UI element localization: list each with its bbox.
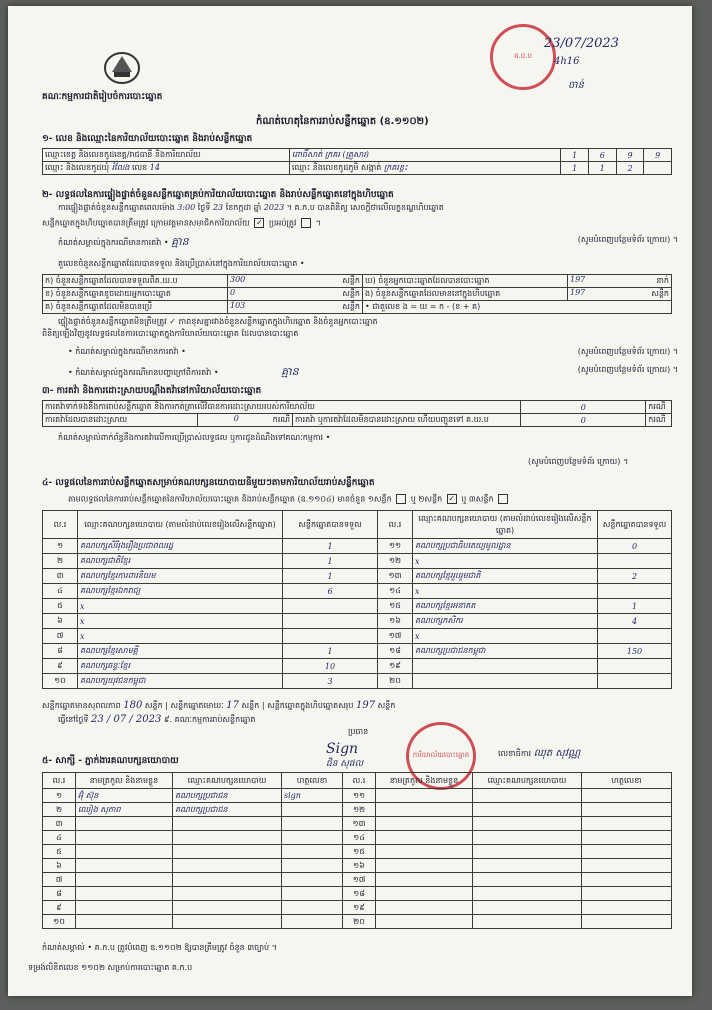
observer-no: ១៧ bbox=[343, 873, 376, 887]
observer-party: គណបក្សប្រជាជន bbox=[173, 789, 282, 803]
party-no: ១៥ bbox=[378, 599, 413, 614]
observer-party bbox=[173, 859, 282, 873]
party-name: គណបក្សខ្មែរសាមគ្គី bbox=[78, 644, 283, 659]
section-2-bullet1: • កំណត់សម្គាល់ក្នុងករណីមានការតវ៉ា • (សូមបំពេញបន្ថែមទំព័រ ក្រោយ) ។ bbox=[68, 347, 678, 356]
party-votes: 1 bbox=[283, 569, 378, 584]
s1-row2-value: ឈ្មោះ និងលេខកូដភូមិ សង្កាត់ ក្រគរខ្លះ bbox=[289, 162, 560, 175]
election-stamp-bottom: ការិយាល័យបោះឆ្នោត bbox=[406, 722, 476, 790]
handwritten-date: 23/07/2023 bbox=[544, 36, 619, 51]
party-name: គណបក្សសិរីរុងរឿងប្រជាពលរដ្ឋ bbox=[78, 539, 283, 554]
obs-col-name-r: នាមត្រកូល និងនាមខ្លួន bbox=[376, 773, 473, 789]
observer-party bbox=[473, 915, 582, 929]
party-no: ១៤ bbox=[378, 584, 413, 599]
checkbox-opt2[interactable]: ✓ bbox=[448, 494, 456, 503]
party-name: គណបក្សខ្មែរការពារនិយម bbox=[78, 569, 283, 584]
party-name: គណបក្សកសិករ bbox=[413, 614, 598, 629]
observer-no: ១៤ bbox=[343, 831, 376, 845]
party-votes: 150 bbox=[598, 644, 672, 659]
s1-code2-2: 1 bbox=[589, 162, 617, 175]
observer-party bbox=[473, 845, 582, 859]
observer-name bbox=[76, 887, 173, 901]
observer-party bbox=[473, 887, 582, 901]
s2-e-label: ឃ) ចំនួនអ្នកបោះឆ្នោតដែលបានបោះឆ្នោត bbox=[363, 275, 568, 288]
observer-row bbox=[43, 859, 672, 873]
observer-no: ៥ bbox=[43, 845, 76, 859]
observer-no: ១២ bbox=[343, 803, 376, 817]
observer-name bbox=[376, 845, 473, 859]
observer-no: ៨ bbox=[43, 887, 76, 901]
party-no: ៣ bbox=[43, 569, 78, 584]
observer-name bbox=[76, 915, 173, 929]
observer-no: ១១ bbox=[343, 789, 376, 803]
s1-code2-1: 1 bbox=[561, 162, 589, 175]
party-votes: 0 bbox=[598, 539, 672, 554]
observer-party bbox=[173, 845, 282, 859]
section-3-table bbox=[42, 400, 672, 427]
party-name: គណបក្សជាតិខ្មែរ bbox=[78, 554, 283, 569]
observer-row bbox=[43, 901, 672, 915]
party-name: គណបក្សខ្មែរឯករាជ្យ bbox=[78, 584, 283, 599]
form-page bbox=[8, 6, 692, 996]
observer-name bbox=[376, 803, 473, 817]
observer-no: ៦ bbox=[43, 859, 76, 873]
observer-row bbox=[43, 845, 672, 859]
observer-party bbox=[173, 873, 282, 887]
col-no-left: ល.រ bbox=[43, 511, 78, 539]
s2-f-value: 197 សន្លឹក bbox=[568, 288, 672, 301]
observer-party bbox=[473, 859, 582, 873]
s2-c-label: គ) ចំនួនសន្លឹកឆ្នោតដែលមិនបានប្រើ bbox=[43, 301, 228, 314]
observer-party bbox=[173, 915, 282, 929]
observer-no: ១៨ bbox=[343, 887, 376, 901]
observer-no: ១៩ bbox=[343, 901, 376, 915]
observer-party bbox=[173, 901, 282, 915]
s3-row2-value: 0 ករណី bbox=[198, 414, 293, 427]
s2-b-value: 0 សន្លឹក bbox=[228, 288, 363, 301]
observer-party bbox=[173, 817, 282, 831]
s1-code-3: 9 bbox=[616, 149, 644, 162]
election-stamp-top: គ.ជ.ប bbox=[490, 24, 556, 90]
observer-no: ៤ bbox=[43, 831, 76, 845]
s2-e-value: 197 នាក់ bbox=[568, 275, 672, 288]
totals-line: សន្លឹកឆ្នោតមានសុពលភាព 180 សន្លឹក | សន្លឹកឆ្នោតមោឃៈ 17 សន្លឹក | សន្លឹកឆ្នោតក្នុងហិបឆ្នោតសរុប 197 សន្លឹក bbox=[42, 700, 396, 711]
date-line: ធ្វើនៅថ្ងៃទី 23 / 07 / 2023 ៩. គណៈកម្មការរាប់សន្លឹកឆ្នោត bbox=[58, 714, 256, 725]
observer-party: គណបក្សប្រជាជន bbox=[173, 803, 282, 817]
handwritten-time: 4h16 bbox=[554, 56, 580, 67]
observer-party bbox=[473, 803, 582, 817]
observer-row bbox=[43, 789, 672, 803]
party-votes: 1 bbox=[283, 554, 378, 569]
observer-signature bbox=[282, 859, 343, 873]
form-title: កំណត់ហេតុនៃការរាប់សន្លឹកឆ្នោត (ឧ.១១០២) bbox=[256, 116, 429, 127]
party-no: ១៩ bbox=[378, 659, 413, 674]
observer-name bbox=[76, 873, 173, 887]
party-name: គណបក្សប្រជាធិបតេយ្យមូលដ្ឋាន bbox=[413, 539, 598, 554]
party-name: x bbox=[413, 629, 598, 644]
observer-signature bbox=[282, 817, 343, 831]
party-no: ២ bbox=[43, 554, 78, 569]
party-votes bbox=[598, 629, 672, 644]
national-emblem bbox=[102, 48, 142, 86]
observer-name bbox=[376, 817, 473, 831]
party-row bbox=[43, 599, 672, 614]
obs-col-sign-r: ហត្ថលេខា bbox=[582, 773, 672, 789]
checkbox-reserved[interactable]: ✓ bbox=[255, 218, 263, 227]
party-no: ៧ bbox=[43, 629, 78, 644]
party-no: ១០ bbox=[43, 674, 78, 689]
footer-bottom: ទម្រង់លិខិតលេខ ១១០២ សម្រាប់ការបោះឆ្នោត គ.ក.ប bbox=[28, 963, 193, 972]
chair-title: ប្រធាន bbox=[348, 727, 369, 736]
party-name: x bbox=[78, 614, 283, 629]
party-votes bbox=[283, 599, 378, 614]
observer-no: ៣ bbox=[43, 817, 76, 831]
party-no: ១ bbox=[43, 539, 78, 554]
col-votes-right: សន្លឹកឆ្នោតបានទទួល bbox=[598, 511, 672, 539]
party-no: ២០ bbox=[378, 674, 413, 689]
observer-party bbox=[173, 831, 282, 845]
section-2-bullet2: • កំណត់សម្គាល់ក្នុងករណីមានបញ្ហាក្រៅពីការតវ៉ា • គ្មាន (សូមបំពេញបន្ថែមទំព័រ ក្រោយ) ។ bbox=[68, 365, 678, 378]
observer-name bbox=[376, 873, 473, 887]
party-no: ១១ bbox=[378, 539, 413, 554]
s1-row2-label: ឈ្មោះ និងលេខកូដឃុំ រំលែង លេខ 14 bbox=[43, 162, 290, 175]
party-votes: 4 bbox=[598, 614, 672, 629]
party-row bbox=[43, 674, 672, 689]
party-votes: 2 bbox=[598, 569, 672, 584]
party-no: ១២ bbox=[378, 554, 413, 569]
party-row bbox=[43, 644, 672, 659]
observer-no: ២ bbox=[43, 803, 76, 817]
party-no: ៦ bbox=[43, 614, 78, 629]
section-1-heading: ១- លេខ និងឈ្មោះនៃការិយាល័យបោះឆ្នោត និងរាប់សន្លឹកឆ្នោត bbox=[42, 134, 253, 144]
s3-row3-unit: ករណី bbox=[646, 414, 672, 427]
observer-party bbox=[173, 887, 282, 901]
observer-signature bbox=[582, 831, 672, 845]
observer-signature bbox=[282, 915, 343, 929]
section-3-note: (សូមបំពេញបន្ថែមទំព័រ ក្រោយ) ។ bbox=[528, 457, 629, 466]
s1-code-1: 1 bbox=[561, 149, 589, 162]
observer-name bbox=[376, 789, 473, 803]
s2-a-value: 300 សន្លឹក bbox=[228, 275, 363, 288]
observer-row bbox=[43, 915, 672, 929]
observer-table bbox=[42, 772, 672, 929]
party-name: x bbox=[413, 554, 598, 569]
obs-col-party: ឈ្មោះគណបក្សនយោបាយ bbox=[173, 773, 282, 789]
section-2-heading: ២- លទ្ធផលនៃការផ្ទៀងផ្ទាត់ចំនួនសន្លឹកឆ្នោតគ្រប់ការិយាល័យបោះឆ្នោត និងរាប់សន្លឹកឆ្នោតនៅក្នុងហិបឆ្នោត bbox=[42, 190, 394, 200]
s2-b-label: ខ) ចំនួនសន្លឹកឆ្នោតខូចដោយអ្នកបោះឆ្នោត bbox=[43, 288, 228, 301]
s3-row1-unit: ករណី bbox=[646, 401, 672, 414]
observer-signature bbox=[282, 831, 343, 845]
party-row bbox=[43, 659, 672, 674]
party-votes bbox=[598, 554, 672, 569]
s2-g-formula: • ជាតួលេខ ង = ឃ = ក - (ខ + គ) bbox=[363, 301, 672, 314]
party-no: ៥ bbox=[43, 599, 78, 614]
observer-row bbox=[43, 817, 672, 831]
observer-no: ១ bbox=[43, 789, 76, 803]
observer-signature bbox=[282, 873, 343, 887]
obs-col-sign: ហត្ថលេខា bbox=[282, 773, 343, 789]
obs-col-no: ល.រ bbox=[43, 773, 76, 789]
s3-row1-label: ការតវ៉ាទាក់ទងនឹងការរាប់សន្លឹកឆ្នោត និងការកត់ត្រាលើវិធានការដោះស្រាយរបស់ការិយាល័យ bbox=[43, 401, 521, 414]
section-4-heading: ៤- លទ្ធផលនៃការរាប់សន្លឹកឆ្នោតសម្រាប់គណបក្សនយោបាយនីមួយៗតាមការិយាល័យរាប់សន្លឹកឆ្នោត bbox=[42, 478, 375, 488]
obs-col-party-r: ឈ្មោះគណបក្សនយោបាយ bbox=[473, 773, 582, 789]
observer-no: ១៥ bbox=[343, 845, 376, 859]
party-name: x bbox=[413, 584, 598, 599]
party-name: គណបក្សខ្មែរអនាគត bbox=[413, 599, 598, 614]
section-4-sub: តាមលទ្ធផលនៃការរាប់សន្លឹកឆ្នោតនៃការិយាល័យបោះឆ្នោត និងរាប់សន្លឹកឆ្នោត (ឧ.១១០៤) មានចំនួន ១សន្លឹក ឬ ២សន្លឹក ✓ ឬ ៣សន្លឹក bbox=[68, 494, 510, 504]
observer-name bbox=[76, 831, 173, 845]
observer-no: ១៣ bbox=[343, 817, 376, 831]
party-row bbox=[43, 584, 672, 599]
observer-no: ២០ bbox=[343, 915, 376, 929]
party-name: គណបក្សខ្មែររួបរួមជាតិ bbox=[413, 569, 598, 584]
section-2-table bbox=[42, 274, 672, 314]
observer-signature bbox=[582, 859, 672, 873]
observer-name bbox=[376, 859, 473, 873]
s2-c-value: 103 សន្លឹក bbox=[228, 301, 363, 314]
party-row bbox=[43, 569, 672, 584]
observer-party bbox=[473, 789, 582, 803]
party-votes bbox=[283, 614, 378, 629]
observer-party bbox=[473, 831, 582, 845]
party-row bbox=[43, 539, 672, 554]
observer-signature: sign bbox=[282, 789, 343, 803]
observer-signature bbox=[282, 803, 343, 817]
section-2-line3: កំណត់សម្គាល់ក្នុងករណីមានការតវ៉ា • គ្មាន (សូមបំពេញបន្ថែមទំព័រ ក្រោយ) ។ bbox=[58, 235, 678, 248]
observer-no: ១០ bbox=[43, 915, 76, 929]
observer-signature bbox=[582, 845, 672, 859]
party-name: គណបក្សប្រជាជនកម្ពុជា bbox=[413, 644, 598, 659]
observer-name: អ៊ុំ ស៊ុន bbox=[76, 789, 173, 803]
observer-signature bbox=[582, 901, 672, 915]
s2-f-label: ង) ចំនួនសន្លឹកឆ្នោតដែលមាននៅក្នុងហិបឆ្នោត bbox=[363, 288, 568, 301]
observer-signature bbox=[582, 915, 672, 929]
party-row bbox=[43, 614, 672, 629]
s3-row2-label: ការតវ៉ាដែលបានដោះស្រាយ bbox=[43, 414, 198, 427]
handwritten-initial: ចាន់ bbox=[568, 80, 584, 91]
section-2-line4: តួលេខចំនួនសន្លឹកឆ្នោតដែលបានទទួល និងប្រើប្រាស់នៅក្នុងការិយាល័យបោះឆ្នោត • bbox=[58, 259, 305, 268]
col-votes-left: សន្លឹកឆ្នោតបានទទួល bbox=[283, 511, 378, 539]
observer-row bbox=[43, 873, 672, 887]
observer-name bbox=[376, 887, 473, 901]
col-party-right: ឈ្មោះគណបក្សនយោបាយ (តាមលំដាប់លេខរៀងលើសន្លឹកឆ្នោត) bbox=[413, 511, 598, 539]
section-5-heading: ៥- សាក្សី - ភ្នាក់ងារគណបក្សនយោបាយ bbox=[42, 756, 179, 766]
s1-row1-label: ឈ្មោះខេត្ត និងលេខកូដខេត្ត/រាជធានី និងការិយាល័យ bbox=[43, 149, 290, 162]
observer-name bbox=[376, 831, 473, 845]
checkbox-empty[interactable] bbox=[301, 218, 311, 228]
observer-party bbox=[473, 873, 582, 887]
col-party-left: ឈ្មោះគណបក្សនយោបាយ (តាមលំដាប់លេខរៀងលើសន្លឹកឆ្នោត) bbox=[78, 511, 283, 539]
party-votes: 1 bbox=[598, 599, 672, 614]
observer-signature bbox=[282, 845, 343, 859]
party-name: x bbox=[78, 629, 283, 644]
observer-name bbox=[76, 859, 173, 873]
s1-code2-4 bbox=[644, 162, 672, 175]
observer-name: ឈៀង សុភាព bbox=[76, 803, 173, 817]
party-name: x bbox=[78, 599, 283, 614]
party-votes bbox=[283, 629, 378, 644]
s2-a-label: ក) ចំនួនសន្លឹកឆ្នោតដែលបានទទួលពីគ.ឃ.ប bbox=[43, 275, 228, 288]
checkbox-opt3[interactable] bbox=[498, 494, 508, 504]
party-row bbox=[43, 629, 672, 644]
section-3-line: កំណត់សម្គាល់ពាក់ព័ន្ធនឹងការតវ៉ាលើការប្រើប្រាស់លទ្ធផល ឬការជូនដំណឹងទៅគណៈកម្មការ • bbox=[58, 433, 331, 442]
observer-signature bbox=[582, 817, 672, 831]
party-no: ១៨ bbox=[378, 644, 413, 659]
s3-row3-label: ការតវ៉ា ឬការតវ៉ាដែលមិនបានដោះស្រាយ ហើយបញ្ជូនទៅ គ.ឃ.ប bbox=[293, 414, 521, 427]
party-results-table bbox=[42, 510, 672, 689]
party-name bbox=[413, 659, 598, 674]
section-2-line1: ការផ្ទៀងផ្ទាត់ចំនួនសន្លឹកឆ្នោតពេលម៉ោង 3:00 ថ្ងៃទី 23 ខែកក្កដា ឆ្នាំ 2023 ។ គ.ក.ប បានពិនិត្យ សេចក្តីថាលើលក្ខខណ្ឌហិបឆ្នោត bbox=[58, 203, 444, 212]
observer-party bbox=[473, 817, 582, 831]
party-votes: 6 bbox=[283, 584, 378, 599]
s1-code-4: 9 bbox=[644, 149, 672, 162]
observer-no: ១៦ bbox=[343, 859, 376, 873]
observer-name bbox=[76, 901, 173, 915]
party-votes: 3 bbox=[283, 674, 378, 689]
s1-row1-value: ពោធិ៍សាត់ ក្រគរ (គ្រួសារ) bbox=[289, 149, 560, 162]
party-name bbox=[413, 674, 598, 689]
party-no: ៨ bbox=[43, 644, 78, 659]
observer-signature bbox=[582, 887, 672, 901]
section-2-line5: ផ្ទៀងផ្ទាត់ចំនួនសន្លឹកឆ្នោតមិនត្រឹមត្រូវ ✓ ភាពខុសគ្នារវាងចំនួនសន្លឹកឆ្នោតក្នុងហិបឆ្នោត និងចំនួនអ្នកបោះឆ្នោត bbox=[58, 317, 378, 326]
party-no: ១៦ bbox=[378, 614, 413, 629]
observer-signature bbox=[282, 901, 343, 915]
section-2-line6: ពិនិត្យឡើងវិញនូវលទ្ធផលនៃការបោះឆ្នោតក្នុងការិយាល័យបោះឆ្នោត ដែលបានបោះឆ្នោត bbox=[42, 329, 299, 338]
checkbox-opt1[interactable] bbox=[396, 494, 406, 504]
observer-row bbox=[43, 803, 672, 817]
secretary-label: លេខាធិការ ឈុត សុវណ្ណ bbox=[498, 748, 581, 759]
section-1-table bbox=[42, 148, 672, 175]
party-row bbox=[43, 554, 672, 569]
party-votes: 1 bbox=[283, 539, 378, 554]
party-no: ១៧ bbox=[378, 629, 413, 644]
observer-party bbox=[473, 901, 582, 915]
chair-signature: Sign bbox=[326, 741, 359, 757]
party-no: ៩ bbox=[43, 659, 78, 674]
s3-row3-value: 0 bbox=[521, 414, 646, 427]
observer-name bbox=[376, 915, 473, 929]
party-no: ១៣ bbox=[378, 569, 413, 584]
observer-name bbox=[376, 901, 473, 915]
party-votes bbox=[598, 584, 672, 599]
observer-signature bbox=[582, 803, 672, 817]
party-votes bbox=[598, 674, 672, 689]
chair-name: ជិន សុផល bbox=[326, 759, 364, 769]
section-3-heading: ៣- ការតវ៉ា និងការដោះស្រាយបណ្តឹងតវ៉ានៅការិយាល័យបោះឆ្នោត bbox=[42, 386, 262, 396]
party-votes: 10 bbox=[283, 659, 378, 674]
section-2-line2: សន្លឹកឆ្នោតក្នុងហិបឆ្នោតបានត្រឹមត្រូវ ក្រោមវត្តមានសមាជិកការិយាល័យ ✓ ប្រអប់ត្រូវ ។ bbox=[42, 218, 321, 228]
commission-label: គណៈកម្មការជាតិរៀបចំការបោះឆ្នោត bbox=[42, 92, 163, 102]
obs-col-name: នាមត្រកូល និងនាមខ្លួន bbox=[76, 773, 173, 789]
observer-no: ៩ bbox=[43, 901, 76, 915]
observer-no: ៧ bbox=[43, 873, 76, 887]
observer-name bbox=[76, 845, 173, 859]
party-votes: 1 bbox=[283, 644, 378, 659]
s3-row1-value: 0 bbox=[521, 401, 646, 414]
observer-signature bbox=[582, 873, 672, 887]
obs-col-no-r: ល.រ bbox=[343, 773, 376, 789]
observer-row bbox=[43, 831, 672, 845]
s1-code-2: 6 bbox=[589, 149, 617, 162]
footer-note: កំណត់សម្គាល់ • គ.ក.ប ត្រូវបំពេញ ឧ.១១០២ ឱ្យបានត្រឹមត្រូវ ចំនួន ៣ច្បាប់ ។ bbox=[42, 943, 277, 952]
s1-code2-3: 2 bbox=[616, 162, 644, 175]
observer-signature bbox=[282, 887, 343, 901]
party-name: គណបក្សឆន្ទៈខ្មែរ bbox=[78, 659, 283, 674]
observer-row bbox=[43, 887, 672, 901]
party-votes bbox=[598, 659, 672, 674]
col-no-right: ល.រ bbox=[378, 511, 413, 539]
observer-signature bbox=[582, 789, 672, 803]
party-name: គណបក្សយុវជនកម្ពុជា bbox=[78, 674, 283, 689]
party-no: ៤ bbox=[43, 584, 78, 599]
observer-name bbox=[76, 817, 173, 831]
